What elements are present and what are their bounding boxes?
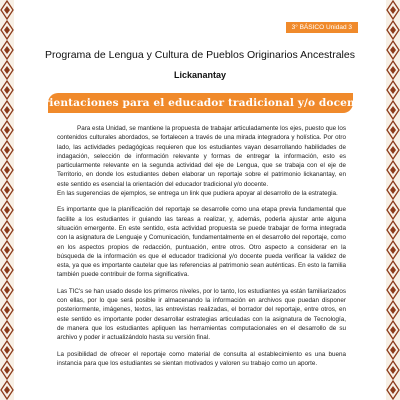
program-title: Programa de Lengua y Cultura de Pueblos Originarios Ancestrales (45, 49, 355, 61)
paragraph-2: En las sugerencias de ejemplos, se entrega un link que pudiera apoyar al desarrollo de la estrategia. (57, 190, 338, 198)
grade-unit-badge: 3° BÁSICO Unidad 3 (286, 22, 358, 33)
andean-pattern-border-icon (0, 0, 14, 400)
section-banner-title: Orientaciones para el educador tradicional y/o docente (34, 97, 367, 109)
document-body (57, 124, 346, 375)
people-subtitle: Lickanantay (173, 70, 227, 80)
decorative-border-left (0, 0, 14, 400)
paragraph-3: Es importante que la planificación del reportaje se desarrolle como una etapa previa fundamental que facilite a los estudiantes ir guiando las tareas a realizar, y, además, poderla ajustar ante alguna situación emergente. En este sentido, esta actividad propuesta se puede trabajar de forma integrada con la asignatura de Lenguaje y Comunicación, fundamentalmente en el desarrollo del reportaje, como en los aspectos propios de redacción, puntuación, entre otros. Otro aspecto a considerar en la búsqueda de la información es que el educador tradicional y/o docente pueda verificar la validez de esta, ya que es importante cautelar que las referencias al patrimonio sean auténticas. En esto la familia también puede contribuir de forma significativa. (57, 206, 346, 279)
paragraph-5: La posibilidad de ofrecer el reportaje como material de consulta al establecimiento es una buena instancia para que los estudiantes se sientan motivados y valoren su trabajo como un aporte. (57, 350, 346, 367)
andean-pattern-border-icon (386, 0, 400, 400)
paragraph-4: Las TIC's se han usado desde los primeros niveles, por lo tanto, los estudiantes ya están familiarizados con ellas, por lo que será posible ir almacenando la información en archivos que puedan disponer posteriormente, imágenes, textos, las entrevistas realizadas, el borrador del reportaje, entre otros, en este sentido es importante poder desarrollar estrategias articuladas con la asignatura de Tecnología, de manera que los estudiantes apliquen las herramientas computacionales en el desarrollo de su archivo y poder ir actualizándolo hasta su versión final. (57, 287, 346, 342)
decorative-border-right (386, 0, 400, 400)
section-banner (34, 93, 367, 113)
paragraph-1: Para esta Unidad, se mantiene la propuesta de trabajar articuladamente los ejes, puesto que los contenidos culturales abordados, se fortalecen a través de una mirada integradora y holística. Por otro lado, las actividades pedagógicas requieren que los estudiantes vayan desarrollando habilidades de indagación, selección de información relevante y formas de entregar la información, esto es particularmente relevante en la segunda actividad del eje de Lengua, que se trabaja con el eje de Territorio, en donde los estudiantes deben elaborar un reportaje sobre el patrimonio lickanantay, en este sentido es esencial la orientación del educador tradicional y/o docente. (57, 125, 346, 188)
